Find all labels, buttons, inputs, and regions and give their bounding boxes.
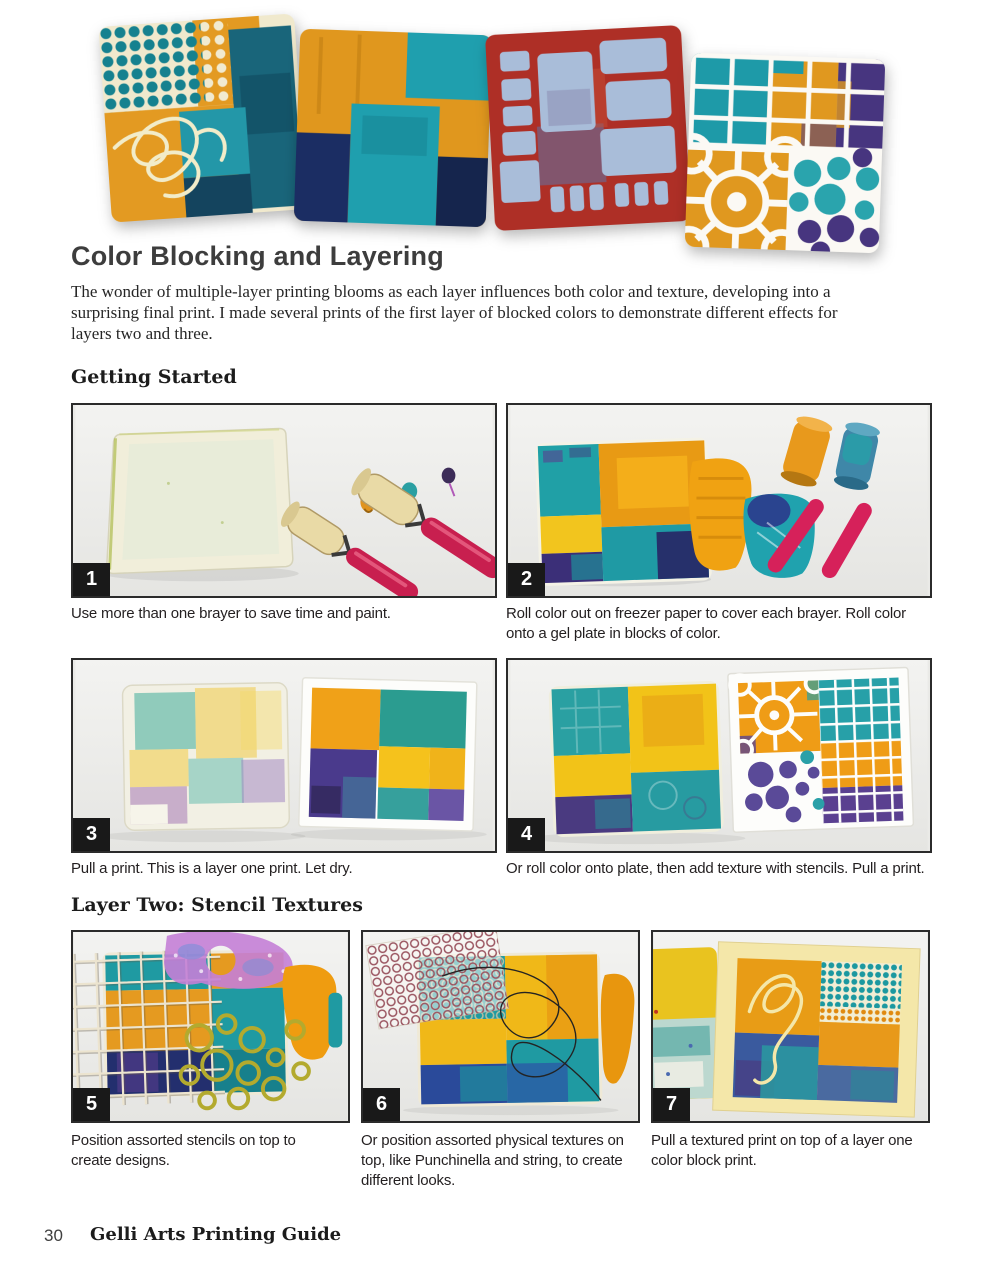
- step-6-illustration: [363, 932, 638, 1121]
- step-2-caption: Roll color out on freezer paper to cover each brayer. Roll color onto a gel plate in blocks of color.: [506, 605, 906, 642]
- step-2-number-badge: 2: [508, 563, 545, 596]
- step-3-caption: Pull a print. This is a layer one print. Let dry.: [71, 860, 353, 877]
- step-4-illustration: [508, 660, 930, 851]
- page-number: 30: [44, 1226, 63, 1245]
- step-5-caption: Position assorted stencils on top to create designs.: [71, 1132, 296, 1169]
- step-2-illustration: [508, 405, 930, 596]
- step-3-illustration: [73, 660, 495, 851]
- step-1-number-badge: 1: [73, 563, 110, 596]
- section-heading-getting-started: Getting Started: [71, 366, 237, 388]
- gel-plate-edge: [653, 947, 722, 1100]
- banner-print-3-art: [485, 25, 691, 231]
- step-1-illustration: [73, 405, 495, 596]
- banner-print-2-art: [294, 29, 493, 228]
- step-3-photo: [71, 658, 497, 853]
- step-6-caption: Or position assorted physical textures on top, like Punchinella and string, to create different looks.: [361, 1132, 624, 1189]
- banner-print-3: [485, 25, 691, 231]
- intro-paragraph: The wonder of multiple-layer printing blooms as each layer influences both color and texture, developing into a surprising final print. I made several prints of the first layer of blocked colors to demonstrate different effects for layers two and three.: [71, 282, 838, 343]
- step-7-caption: Pull a textured print on top of a layer one color block print.: [651, 1132, 913, 1169]
- step-4-number-badge: 4: [508, 818, 545, 851]
- banner-print-4-art: [685, 53, 886, 254]
- section-heading-layer-two: Layer Two: Stencil Textures: [71, 894, 363, 916]
- banner-print-1-art: [98, 13, 307, 222]
- banner-prints: [90, 6, 935, 256]
- step-2-photo: [506, 403, 932, 598]
- page-title: Color Blocking and Layering: [71, 241, 444, 271]
- step-6-number-badge: 6: [363, 1088, 400, 1121]
- banner-print-1: [98, 13, 307, 222]
- step-3-number-badge: 3: [73, 818, 110, 851]
- banner-print-2: [294, 29, 493, 228]
- step-5-number-badge: 5: [73, 1088, 110, 1121]
- step-1-photo: [71, 403, 497, 598]
- step-4-caption: Or roll color onto plate, then add texture with stencils. Pull a print.: [506, 860, 925, 877]
- step-5-illustration: [73, 932, 348, 1121]
- step-4-photo: [506, 658, 932, 853]
- step-6-photo: [361, 930, 640, 1123]
- step-7-photo: [651, 930, 930, 1123]
- step-1-caption: Use more than one brayer to save time and paint.: [71, 605, 391, 622]
- book-title: Gelli Arts Printing Guide: [90, 1224, 342, 1245]
- banner-print-4: [685, 53, 886, 254]
- step-7-number-badge: 7: [653, 1088, 690, 1121]
- pulled-print-paper: [713, 942, 920, 1117]
- step-7-illustration: [653, 932, 928, 1121]
- step-5-photo: [71, 930, 350, 1123]
